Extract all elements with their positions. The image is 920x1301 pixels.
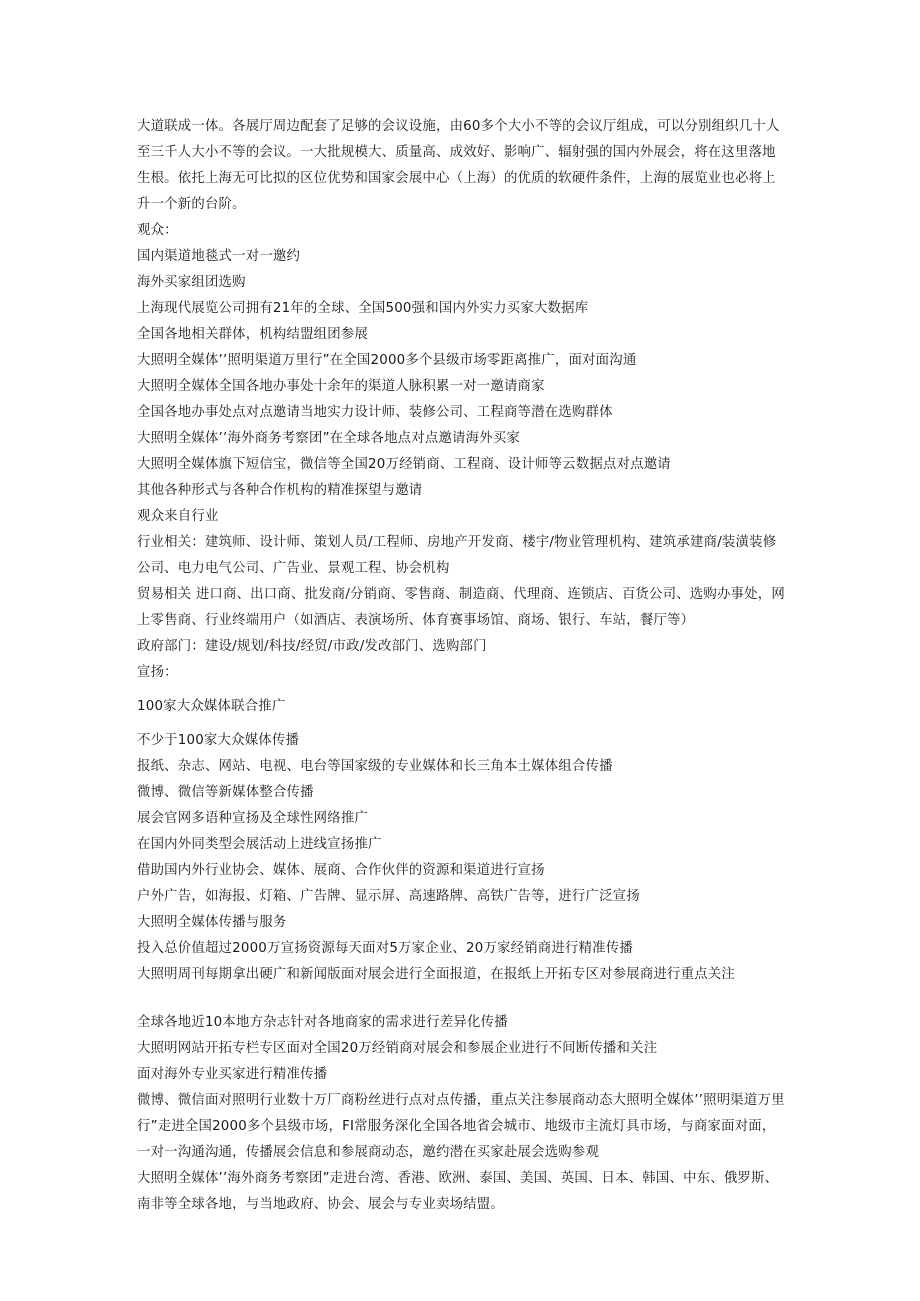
list-item: 微博、微信面对照明行业数十万厂商粉丝进行点对点传播，重点关注参展商动态大照明全媒体’’照明渠道万里行”走进全国2000多个县级市场，FI常服务深化全国各地省会城市、地级市主流灯具市场，与商家面对面，一对一沟通沟通，传播展会信息和参展商动态，邀约潜在买家赴展会选购参观 <box>137 1093 785 1160</box>
list-item: 户外广告，如海报、灯箱、广告牌、显示屏、高速路牌、高铁广告等，进行广泛宣扬 <box>137 889 640 904</box>
list-item: 面对海外专业买家进行精准传播 <box>137 1067 328 1082</box>
trade-related: 贸易相关 进口商、出口商、批发商/分销商、零售商、制造商、代理商、连锁店、百货公司、选购办事处，网上零售商、行业终端用户（如酒店、表演场所、体育赛事场馆、商场、银行、车站，餐厅等） <box>137 587 785 628</box>
list-item: 微博、微信等新媒体整合传播 <box>137 785 314 800</box>
list-item: 大照明全媒体旗下短信宝，微信等全国20万经销商、工程商、设计师等云数据点对点邀请 <box>137 457 671 472</box>
list-item: 其他各种形式与各种合作机构的精准探望与邀请 <box>137 483 423 498</box>
list-item: 大照明全媒体’’照明渠道万里行”在全国2000多个县级市场零距离推广，面对面沟通 <box>137 353 637 368</box>
list-item: 在国内外同类型会展活动上进线宣扬推广 <box>137 837 382 852</box>
list-item: 全球各地近10本地方杂志针对各地商家的需求进行差异化传播 <box>137 1015 508 1030</box>
list-item: 报纸、杂志、网站、电视、电台等国家级的专业媒体和长三角本土媒体组合传播 <box>137 759 613 774</box>
promotion-subheading: 100家大众媒体联合推广 <box>137 699 286 714</box>
list-item: 投入总价值超过2000万宣扬资源每天面对5万家企业、20万家经销商进行精准传播 <box>137 941 633 956</box>
audience-heading: 观众： <box>137 223 178 238</box>
list-item: 上海现代展览公司拥有21年的全球、全国500强和国内外实力买家大数据库 <box>137 301 589 316</box>
document-body <box>137 114 787 1218</box>
government-related: 政府部门：建设/规划/科技/经贸/市政/发改部门、选购部门 <box>137 639 487 654</box>
list-item: 海外买家组团选购 <box>137 275 246 290</box>
list-item: 大照明全媒体全国各地办事处十余年的渠道人脉积累一对一邀请商家 <box>137 379 545 394</box>
list-item: 不少于100家大众媒体传播 <box>137 733 300 748</box>
list-item: 国内渠道地毯式一对一邀约 <box>137 249 301 264</box>
list-item: 大照明网站开拓专栏专区面对全国20万经销商对展会和参展企业进行不间断传播和关注 <box>137 1041 658 1056</box>
list-item: 全国各地相关群体，机构结盟组团参展 <box>137 327 369 342</box>
intro-paragraph: 大道联成一体。各展厅周边配套了足够的会议设施，由60多个大小不等的会议厅组成，可以分别组织几十人至三千人大小不等的会议。一大批规模大、质量高、成效好、影响广、辐射强的国内外展会，将在这里落地生根。依托上海无可比拟的区位优势和国家会展中心（上海）的优质的软硬件条件，上海的展览业也必将上升一个新的台阶。 <box>137 119 780 212</box>
list-item: 借助国内外行业协会、媒体、展商、合作伙伴的资源和渠道进行宣扬 <box>137 863 545 878</box>
industry-related: 行业相关：建筑师、设计师、策划人员/工程师、房地产开发商、楼宇/物业管理机构、建筑承建商/装潢装修公司、电力电气公司、广告业、景观工程、协会机构 <box>137 535 777 576</box>
list-item: 大照明全媒体’’海外商务考察团”在全球各地点对点邀请海外买家 <box>137 431 520 446</box>
list-item: 大照明全媒体’’海外商务考察团”走进台湾、香港、欧洲、泰国、美国、英国、日本、韩国、中东、俄罗斯、南非等全球各地，与当地政府、协会、展会与专业卖场结盟。 <box>137 1171 779 1212</box>
list-item: 大照明周刊每期拿出硬广和新闻版面对展会进行全面报道，在报纸上开拓专区对参展商进行重点关注 <box>137 967 735 982</box>
list-item: 全国各地办事处点对点邀请当地实力设计师、装修公司、工程商等潜在选购群体 <box>137 405 613 420</box>
list-item: 展会官网多语种宣扬及全球性网络推广 <box>137 811 369 826</box>
media-service-heading: 大照明全媒体传播与服务 <box>137 915 287 930</box>
audience-industry-heading: 观众来自行业 <box>137 509 219 524</box>
promotion-heading: 宣扬： <box>137 665 178 680</box>
